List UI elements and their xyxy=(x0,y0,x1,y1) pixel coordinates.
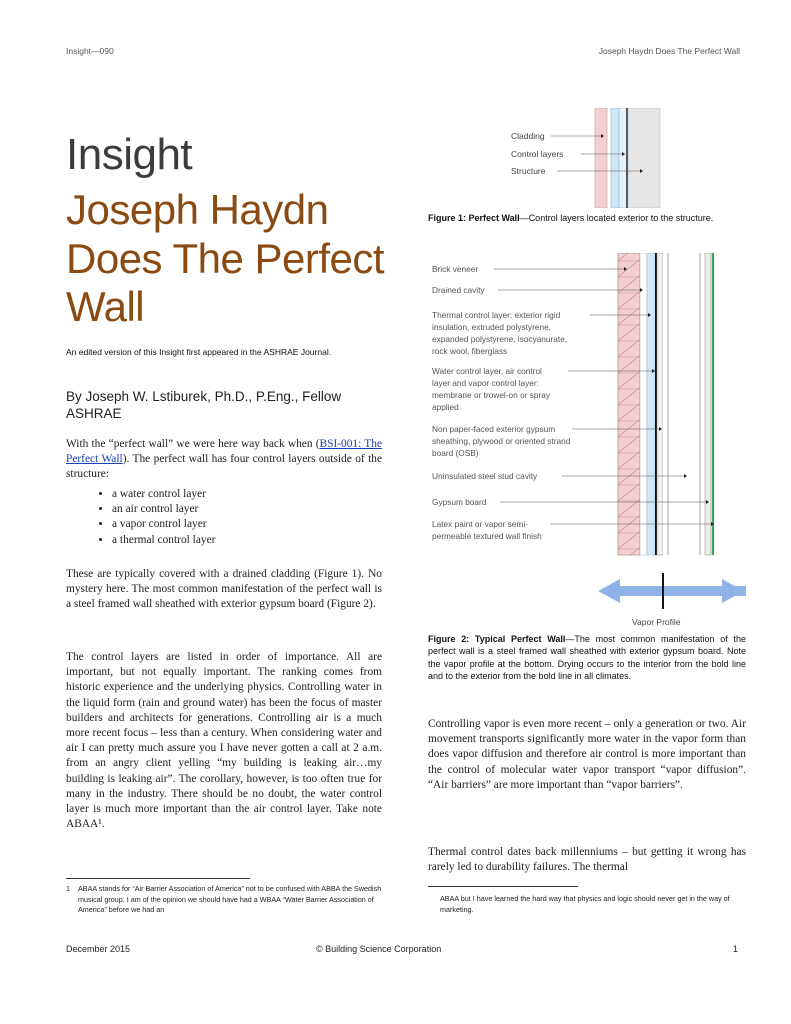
figure-1-label-control-layers: Control layers xyxy=(511,149,564,159)
figure-2-caption-title: Figure 2: Typical Perfect Wall xyxy=(428,634,566,644)
label-line: applied xyxy=(432,402,459,412)
label-line: Water control layer, air control xyxy=(432,366,542,376)
label-stud-cavity: Uninsulated steel stud cavity xyxy=(432,471,538,481)
footnote-text: ABAA stands for “Air Barrier Association of America” not to be confused with ABBA the Swedish musical group. I am of the opinion we should have had a WBAA “Water Barrier Association of America” before we had an xyxy=(78,884,382,914)
paragraph-importance: The control layers are listed in order of importance. All are important, but not equally important. The ranking comes from historic experience and the underlying physics. Controlling water in the liquid form (rain and ground water) has been the focus of master builders and architects for generations. Controlling air is a much more recent focus – less than a century. When considering water and air I can pretty much assure you I have never gotten a call at 2 a.m. from an angry client yelling “my building is leaking air…my building is leaking air”. The corollary, however, is too often true for many in the industry. There should be no doubt, the water control layer is much more important than the air control layer. Take note ABAA¹. xyxy=(66,651,382,831)
label-line: rock wool, fiberglass xyxy=(432,346,508,356)
paragraph-intro xyxy=(66,437,382,483)
label-brick-veneer: Brick veneer xyxy=(432,264,479,274)
figure-1-caption xyxy=(428,212,746,224)
figure-1-label-structure: Structure xyxy=(511,166,546,176)
label-line: Non paper-faced exterior gypsum xyxy=(432,424,556,434)
footnote-1 xyxy=(66,884,382,916)
label-sheathing xyxy=(432,424,573,458)
list-item: • an air control layer xyxy=(112,502,402,517)
vapor-profile-label: Vapor Profile xyxy=(632,617,681,627)
running-header-left: Insight—090 xyxy=(66,46,114,56)
paragraph-thermal: Thermal control dates back millenniums – but getting it wrong has rarely led to durability failures. The thermal xyxy=(428,846,746,874)
paragraph-intro-start: With the “perfect wall” we were here way back when ( xyxy=(66,438,320,450)
brick-veneer-layer xyxy=(618,253,640,555)
label-line: permeable textured wall finish xyxy=(432,531,542,541)
footnote-divider-right xyxy=(428,886,578,887)
footer-date: December 2015 xyxy=(66,944,131,954)
figure-2-caption xyxy=(428,633,746,682)
control-layers-list xyxy=(88,487,402,548)
page-title-series: Insight xyxy=(66,130,193,179)
label-line: Thermal control layer: exterior rigid xyxy=(432,310,561,320)
page-number: 1 xyxy=(733,944,739,954)
figure-2-diagram xyxy=(428,253,748,628)
label-line: Latex paint or vapor semi- xyxy=(432,519,528,529)
label-thermal-control xyxy=(432,310,569,356)
label-water-air-vapor xyxy=(432,366,552,412)
list-item: • a water control layer xyxy=(112,487,402,502)
gypsum-board-layer xyxy=(705,253,711,555)
stud-cavity-layer xyxy=(663,253,705,555)
label-line: insulation, extruded polystyrene, xyxy=(432,322,551,332)
edited-version-note: An edited version of this Insight first appeared in the ASHRAE Journal. xyxy=(66,347,332,357)
figure-2-caption-text: —The most common manifestation of the perfect wall is a steel framed wall sheathed with exterior gypsum board. Note the vapor profile at the bottom. Drying occurs to the interior from the bold line and to the exterior from the bold line in all climates. xyxy=(428,634,746,681)
label-gypsum-board: Gypsum board xyxy=(432,497,487,507)
page-title: Joseph Haydn Does The Perfect Wall xyxy=(66,186,385,330)
label-line: layer and vapor control layer: xyxy=(432,378,539,388)
label-wall-finish xyxy=(432,519,542,541)
label-line: sheathing, plywood or oriented strand xyxy=(432,436,571,446)
author-byline: By Joseph W. Lstiburek, Ph.D., P.Eng., Fellow ASHRAE xyxy=(66,389,342,421)
paragraph-cladding: These are typically covered with a drained cladding (Figure 1). No mystery here. The most common manifestation of the perfect wall is a steel framed wall sheathed with exterior gypsum board (Figure 2). xyxy=(66,568,382,611)
figure-1-structure xyxy=(628,108,660,208)
paragraph-vapor: Controlling vapor is even more recent – only a generation or two. Air movement transports significantly more water in the vapor form than does vapor diffusion and therefore air control is more important than the control of molecular water vapor transport “vapor diffusion”. “Air barriers” are more important than “vapor barriers”. xyxy=(428,718,746,791)
figure-1-cladding-layer xyxy=(595,108,607,208)
list-item: • a vapor control layer xyxy=(112,517,402,532)
label-line: board (OSB) xyxy=(432,448,479,458)
paragraph-intro-end: ). The perfect wall has four control layers outside of the structure: xyxy=(66,453,383,481)
drained-cavity-layer xyxy=(640,253,647,555)
figure-1-diagram xyxy=(505,108,665,208)
figure-1-caption-title: Figure 1: Perfect Wall xyxy=(428,213,520,223)
vapor-arrow-right xyxy=(664,579,744,603)
footnote-1-continued: ABAA but I have learned the hard way that physics and logic should never get in the way of marketing. xyxy=(440,894,730,914)
label-line: expanded polystyrene, isocyanurate, xyxy=(432,334,568,344)
rigid-insulation-layer xyxy=(647,253,655,555)
figure-1-caption-text: —Control layers located exterior to the structure. xyxy=(519,213,714,223)
figure-1-control-layer xyxy=(611,108,619,208)
label-drained-cavity: Drained cavity xyxy=(432,285,485,295)
footnote-number: 1 xyxy=(66,884,70,893)
footer-copyright: © Building Science Corporation xyxy=(316,944,442,954)
list-item: • a thermal control layer xyxy=(112,533,402,548)
running-header-right: Joseph Haydn Does The Perfect Wall xyxy=(598,46,740,56)
figure-1-control-layer-2 xyxy=(619,108,627,208)
footnote-divider xyxy=(66,878,250,879)
label-line: membrane or trowel-on or spray xyxy=(432,390,551,400)
figure-1-label-cladding: Cladding xyxy=(511,131,545,141)
sheathing-layer xyxy=(657,253,663,555)
bsi-001-link[interactable]: BSI-001: The Perfect Wall xyxy=(66,438,382,466)
